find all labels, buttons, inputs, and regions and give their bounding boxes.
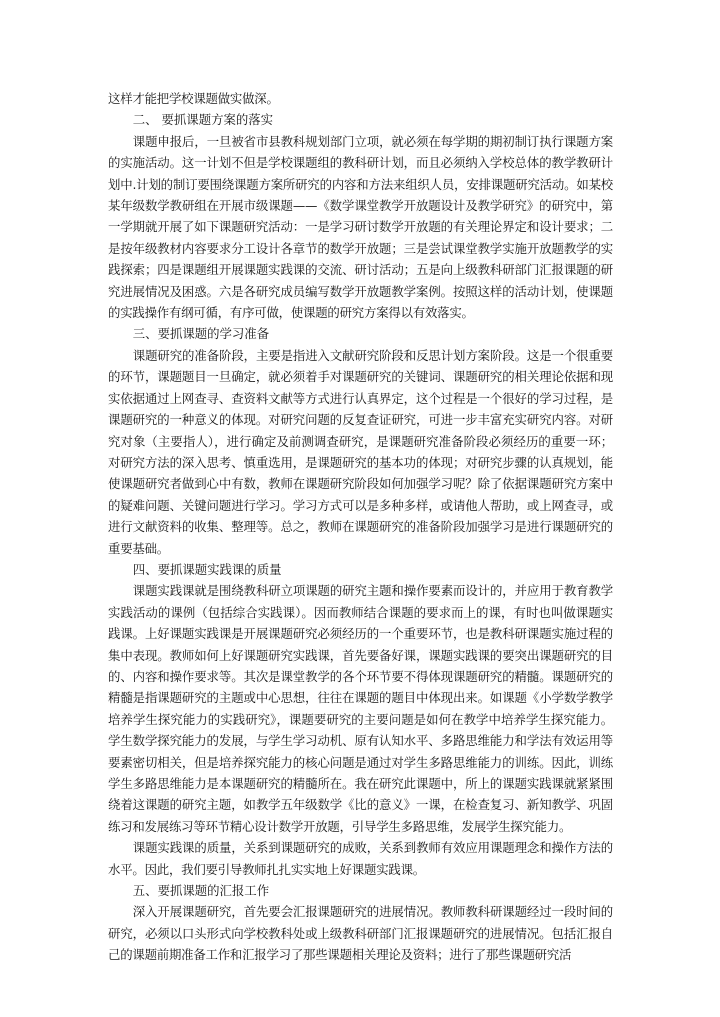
paragraph-intro-tail: 这样才能把学校课题做实做深。 <box>108 91 279 106</box>
paragraph-section-2: 课题申报后，一旦被省市县教科规划部门立项，就必须在每学期的期初制订执行课题方案的实施活动。这一计划不但是学校课题组的教科研计划，而且必须纳入学校总体的教学教研计划中.计划的制订要围绕课题方案所研究的内容和方法来组织人员，安排课题研究活动。如某校某年级数学教研组在开展市级课题——《数学课堂教学开放题设计及教学研究》的研究中，第一学期就开展了如下课题研究活动：一是学习研讨数学开放题的有关理论界定和设计要求；二是按年级教材内容要求分工设计各章节的数学开放题；三是尝试课堂教学实施开放题教学的实践探索；四是课题组开展课题实践课的交流、研讨活动；五是向上级教科研部门汇报课题的研究进展情况及困惑。六是各研究成员编写数学开放题教学案例。按照这样的活动计划，使课题的实践操作有纲可循，有序可做，使课题的研究方案得以有效落实。 <box>108 133 613 321</box>
paragraph-section-4-b: 课题实践课的质量，关系到课题研究的成败，关系到教师有效应用课题理念和操作方法的水平。因此，我们要引导教师扎扎实实地上好课题实践课。 <box>108 840 613 877</box>
paragraph-section-3: 课题研究的准备阶段，主要是指进入文献研究阶段和反思计划方案阶段。这是一个很重要的环节，课题题目一旦确定，就必须着手对课题研究的关键词、课题研究的相关理论依据和现实依据通过上网查寻、查资料文献等方式进行认真界定，这个过程是一个很好的学习过程，是课题研究的一种意义的体现。对研究问题的反复查证研究，可进一步丰富充实研究内容。对研究对象（主要指人），进行确定及前测调查研究，是课题研究准备阶段必须经历的重要一环；对研究方法的深入思考、慎重选用，是课题研究的基本功的体现；对研究步骤的认真规划，能使课题研究者做到心中有数，教师在课题研究阶段如何加强学习呢？除了依据课题研究方案中的疑难问题、关键问题进行学习。学习方式可以是多种多样，或请他人帮助，或上网查寻，或进行文献资料的收集、整理等。总之，教师在课题研究的准备阶段加强学习是进行课题研究的重要基础。 <box>108 347 613 556</box>
section-heading-4: 四、要抓课题实践课的质量 <box>132 561 282 577</box>
paragraph-section-4-a: 课题实践课就是围绕教科研立项课题的研究主题和操作要素而设计的，并应用于教育教学实践活动的课例（包括综合实践课）。因而教师结合课题的要求而上的课，有时也叫做课题实践课。上好课题实践课是开展课题研究必须经历的一个重要环节，也是教科研课题实施过程的集中表现。教师如何上好课题研究实践课，首先要备好课，课题实践课的要突出课题研究的目的、内容和操作要求等。其次是课堂教学的各个环节要不得体现课题研究的精髓。课题研究的精髓是指课题研究的主题或中心思想，往往在课题的题目中体现出来。如课题《小学数学教学培养学生探究能力的实践研究》，课题要研究的主要问题是如何在教学中培养学生探究能力。学生数学探究能力的发展，与学生学习动机、原有认知水平、多路思维能力和学法有效运用等要素密切相关，但是培养探究能力的核心问题是通过对学生多路思维能力的训练。因此，训练学生多路思维能力是本课题研究的精髓所在。我在研究此课题中，所上的课题实践课就紧紧围绕着这课题的研究主题，如教学五年级数学《比的意义》一课，在检查复习、新知教学、巩固练习和发展练习等环节精心设计数学开放题，引导学生多路思维，发展学生探究能力。 <box>108 583 613 834</box>
section-heading-5: 五、要抓课题的汇报工作 <box>132 883 270 899</box>
paragraph-section-5: 深入开展课题研究，首先要会汇报课题研究的进展情况。教师教科研课题经过一段时间的研究，必须以口头形式向学校教科处或上级教科研部门汇报课题研究的进展情况。包括汇报自己的课题前期准备工作和汇报学习了那些课题相关理论及资料；进行了那些课题研究活 <box>108 904 613 963</box>
document-page <box>108 88 613 966</box>
section-heading-3: 三、要抓课题的学习准备 <box>132 326 270 342</box>
section-heading-2: 二、 要抓课题方案的落实 <box>132 112 274 128</box>
